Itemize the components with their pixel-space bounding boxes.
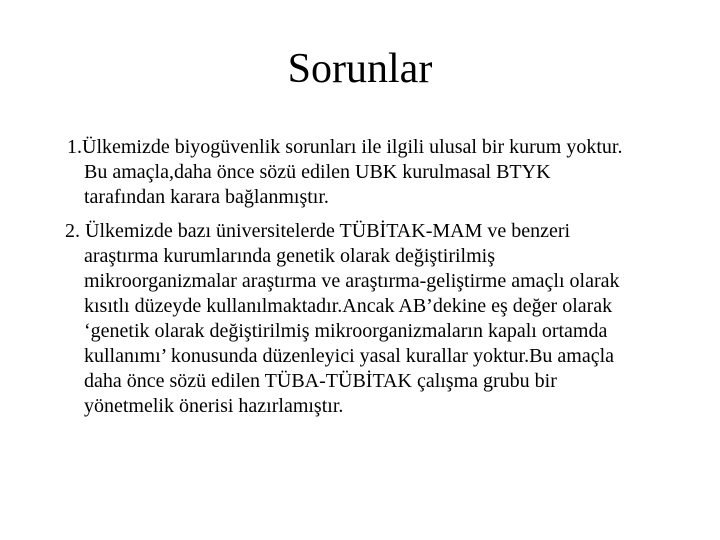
- slide-title: Sorunlar: [287, 46, 433, 92]
- text-line: kısıtlı düzeyde kullanılmaktadır.Ancak AB’dekine eş değer olarak: [84, 295, 613, 317]
- text-line: mikroorganizmalar araştırma ve araştırma-geliştirme amaçlı olarak: [84, 270, 620, 292]
- text-line: Bu amaçla,daha önce sözü edilen UBK kurulmasal BTYK: [84, 161, 551, 183]
- text-line: ‘genetik olarak değiştirilmiş mikroorganizmaların kapalı ortamda: [84, 320, 608, 342]
- text-line: yönetmelik önerisi hazırlamıştır.: [84, 395, 344, 417]
- list-item-2: [65, 219, 620, 419]
- list-item-1: [67, 135, 622, 210]
- text-line: 2. Ülkemizde bazı üniversitelerde TÜBİTAK-MAM ve benzeri: [65, 220, 571, 242]
- text-line: tarafından karara bağlanmıştır.: [84, 186, 329, 208]
- text-line: 1.Ülkemizde biyogüvenlik sorunları ile ilgili ulusal bir kurum yoktur.: [67, 136, 623, 158]
- text-line: araştırma kurumlarında genetik olarak değiştirilmiş: [84, 245, 495, 267]
- text-line: daha önce sözü edilen TÜBA-TÜBİTAK çalışma grubu bir: [84, 370, 557, 392]
- text-line: kullanımı’ konusunda düzenleyici yasal kurallar yoktur.Bu amaçla: [84, 345, 615, 367]
